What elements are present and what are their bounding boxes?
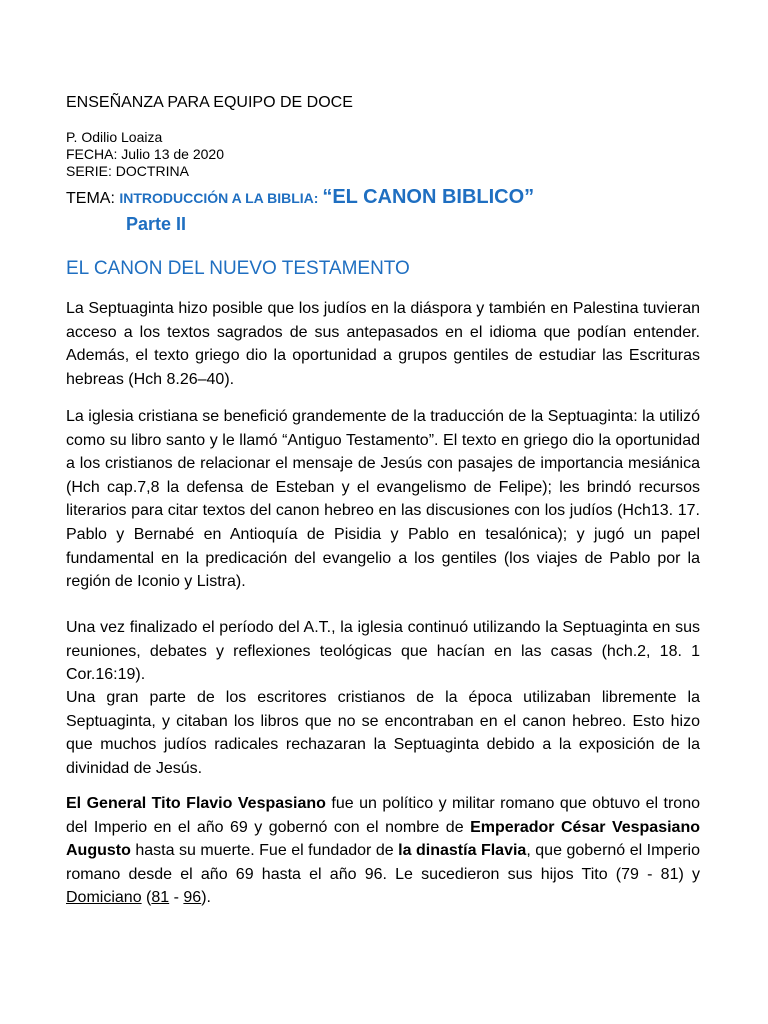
text-run: , que gobernó el Imperio romano desde el año 69 hasta el año 96. Le sucedieron sus hijos Tito (79 - 81) y <box>66 842 700 883</box>
topic-intro: INTRODUCCIÓN A LA BIBLIA: <box>119 190 323 206</box>
paragraph: Una gran parte de los escritores cristianos de la época utilizaban libremente la Septuaginta, y citaban los libros que no se encontraban en el canon hebreo. Esto hizo que muchos judíos radicales rechazaran la Septuaginta debido a la exposición de la divinidad de Jesús. <box>66 689 700 777</box>
paragraph: Una vez finalizado el período del A.T., la iglesia continuó utilizando la Septuaginta en sus reuniones, debates y reflexiones teológicas que hacían en las casas (hch.2, 18. 1 Cor.16:19). <box>66 619 700 684</box>
link-year-96[interactable]: 96 <box>183 889 202 907</box>
paragraph: La iglesia cristiana se benefició grandemente de la traducción de la Septuaginta: la utilizó como su libro santo y le llamó “Antiguo Testamento”. El texto en griego dio la oportunidad a los cristianos de relacionar el mensaje de Jesús con pasajes de importancia mesiánica (Hch cap.7,8 la defensa de Esteban y el evangelismo de Felipe); les brindó recursos literarios para citar textos del canon hebreo en las discusiones con los judíos (Hch13. 17. Pablo y Bernabé en Antioquía de Pisidia y Pablo en tesalónica); y jugó un papel fundamental en la predicación del evangelio a los gentiles (los viajes de Pablo por la región de Iconio y Listra). <box>66 408 700 591</box>
link-domiciano[interactable]: Domiciano <box>66 889 142 907</box>
paragraph-vespasiano <box>66 792 700 910</box>
text-run: - <box>169 889 184 907</box>
document-meta <box>66 129 224 180</box>
text-run: fue un político y militar romano que obtuvo el trono del Imperio en el año 69 y gobernó con el nombre de <box>66 795 700 836</box>
link-year-81[interactable]: 81 <box>151 889 170 907</box>
bold-dynasty: la dinastía Flavia <box>398 842 527 860</box>
bold-name: El General Tito Flavio Vespasiano <box>66 795 326 812</box>
topic-part: Parte II <box>126 214 187 234</box>
text-run: ( <box>141 889 152 907</box>
text-run: ). <box>201 889 211 907</box>
section-title: EL CANON DEL NUEVO TESTAMENTO <box>66 258 410 279</box>
paragraph: La Septuaginta hizo posible que los judíos en la diáspora y también en Palestina tuvieran acceso a los textos sagrados de sus antepasados en el idioma que podían entender. Además, el texto griego dio la oportunidad a grupos gentiles de estudiar las Escrituras hebreas (Hch 8.26–40). <box>66 300 700 388</box>
topic-title: “EL CANON BIBLICO” <box>322 186 535 208</box>
date-line: FECHA: Julio 13 de 2020 <box>66 146 224 162</box>
topic-label: TEMA: <box>66 190 120 207</box>
text-run: hasta su muerte. Fue el fundador de <box>130 842 399 860</box>
bold-title: Emperador César Vespasiano Augusto <box>66 818 700 860</box>
author-line: P. Odilio Loaiza <box>66 129 163 145</box>
topic-line <box>66 186 534 209</box>
document-header: ENSEÑANZA PARA EQUIPO DE DOCE <box>66 94 353 111</box>
series-line: SERIE: DOCTRINA <box>66 163 189 179</box>
